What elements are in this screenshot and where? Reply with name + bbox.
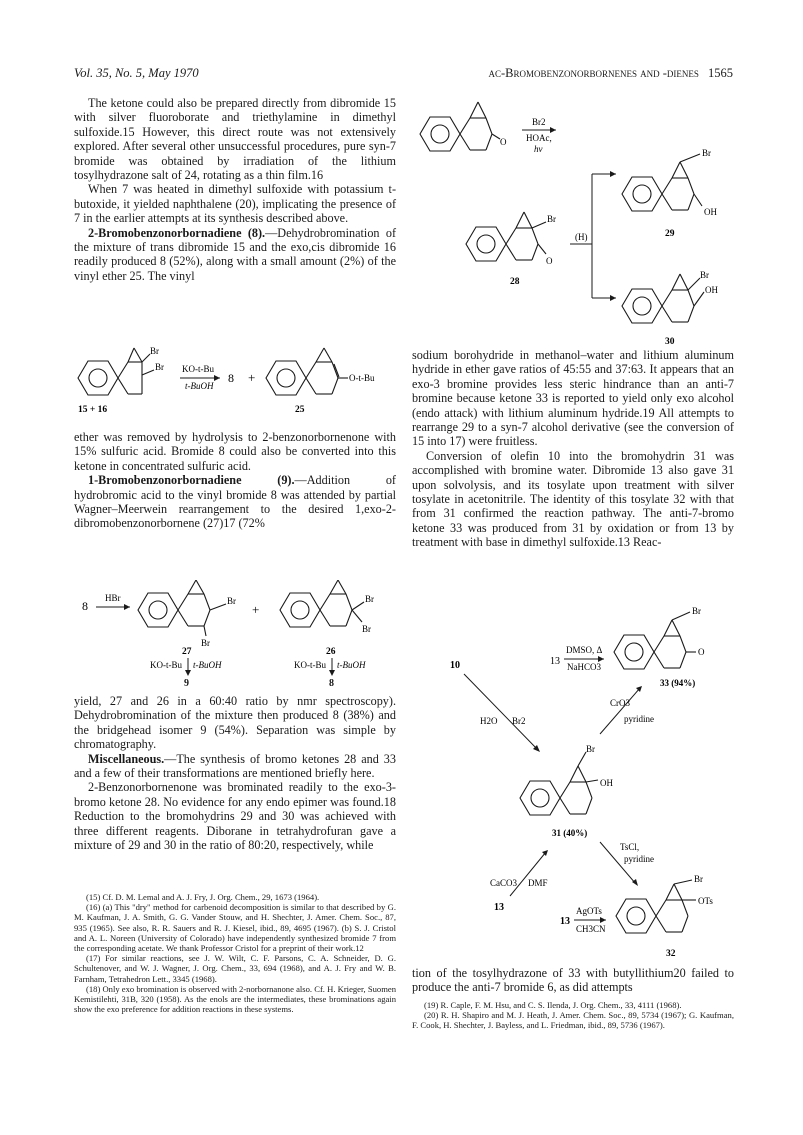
compound-label: 32 <box>666 949 676 959</box>
arrow-head <box>124 604 130 610</box>
br-label: Br <box>201 638 210 648</box>
paragraph: 2-Bromobenzonorbornadiene (8).—Dehydrobromination of the mixture of trans dibromide 15 and the exo,cis dibromide 16 readily produced 8 (52%), along with a small amount (2%) of the vinyl ether 25. The vinyl <box>74 225 397 283</box>
reagent-label: CaCO3 <box>490 878 517 888</box>
arrow-head <box>610 171 616 177</box>
compound-label: 13 <box>494 902 504 913</box>
reagent-label: DMSO, Δ <box>566 645 603 655</box>
footnote: (16) (a) This "dry" method for carbenoid decomposition is similar to that described by G. M. Kaufman, J. A. Smith, G. G. Vander Stouw, and H. Shechter, J. Amer. Chem. Soc., 87, 935 (1965). See also, R. R. Sauers and R. J. Kiesel, ibid., 89, 4695 (1967). (b) S. J. Cristol and A. L. Noreen (University of Colorado) have independently synthesized bromide 7 from the corresponding acetate. We thank Professor Cristol for a preprint of their work.12 <box>74 902 396 954</box>
oxygen-label: O <box>546 256 553 266</box>
compound-label: 13 <box>550 656 560 667</box>
footnotes-left <box>74 892 396 1014</box>
reagent-label: HBr <box>105 593 121 603</box>
br-label: Br <box>586 744 595 754</box>
br-label: Br <box>692 606 701 616</box>
paragraph: When 7 was heated in dimethyl sulfoxide with potassium t-butoxide, it yielded naphthalene (20), implicating the presence of 7 in the earlier attempts at its synthesis described above. <box>74 182 396 226</box>
reagent-label: H2O <box>480 716 498 726</box>
structure-26 <box>280 580 364 627</box>
compound-label: 33 (94%) <box>660 678 696 688</box>
compound-label: 27 <box>182 647 192 657</box>
section-heading: 1-Bromobenzonorbornadiene (9). <box>88 473 295 488</box>
structure-28 <box>466 212 546 261</box>
br-label: Br <box>227 596 236 606</box>
scheme-bromohydrin-pathways <box>410 604 740 960</box>
plus-sign: + <box>252 602 260 617</box>
footnote: (17) For similar reactions, see J. W. Wilt, C. F. Parsons, C. A. Schneider, D. G. Schultenover, and W. J. Wagner, J. Org. Chem., 33, 694 (1968), and A. J. Fry and W. B. Farnham, Tetrahedron Lett., 3345 (1968). <box>74 953 396 984</box>
arrow-head <box>329 670 335 676</box>
compound-label: 31 (40%) <box>552 828 588 838</box>
structure-vinyl-ether <box>266 348 348 395</box>
left-column-middle <box>74 430 396 531</box>
paragraph: ether was removed by hydrolysis to 2-benzonorbornenone with 15% sulfuric acid. Bromide 8 could also be converted into this ketone in concentrated sulfuric acid. <box>74 430 396 473</box>
product-number: 8 <box>228 371 234 385</box>
compound-label: 13 <box>560 916 570 927</box>
paragraph: yield, 27 and 26 in a 60:40 ratio by nmr spectroscopy). Dehydrobromination of the mixture then produced 8 (38%) and the bridgehead isomer 9 (54%). Separation was simple by chromatography. <box>74 694 396 752</box>
compound-label: 25 <box>295 405 305 415</box>
paragraph: 2-Benzonorbornenone was brominated readily to the exo-3-bromo ketone 28. No evidence for any endo epimer was found.18 Reduction to the bromohydrins 29 and 30 was achieved with three different reagents. Diborane in tetrahydrofuran gave a mixture of 29 and 30 in the ratio of 80:20, respectively, while <box>74 780 396 853</box>
footnotes-right <box>412 1000 734 1031</box>
structure-ketone <box>420 102 500 151</box>
arrow-head <box>214 375 220 381</box>
reaction-arrow <box>510 852 546 896</box>
scheme-hbr-addition <box>70 580 400 680</box>
plus-sign: + <box>248 370 256 385</box>
section-heading: Miscellaneous. <box>88 751 165 766</box>
br-label: Br <box>362 624 371 634</box>
page-number: 1565 <box>708 66 733 80</box>
left-column-lower <box>74 694 396 852</box>
oxygen-label: O <box>698 647 705 657</box>
scheme-dehydrobromination <box>70 340 400 418</box>
structure-31 <box>520 752 598 815</box>
paragraph: Conversion of olefin 10 into the bromohydrin 31 was accomplished with bromine water. Dibromide 13 also gave 31 upon solvolysis, and its tosylate upon treatment with silver tosylate in acetonitrile. The identity of this tosylate 32 with that from 31 confirmed the reaction pathway. The anti-7-bromo ketone 33 was produced from 31 by oxidation or from 13 by treatment with base in dimethyl sulfoxide.13 Reac- <box>412 448 734 550</box>
br-label: Br <box>702 148 711 158</box>
paragraph: 1-Bromobenzonorbornadiene (9).—Addition of hydrobromic acid to the vinyl bromide 8 was attended by partial Wagner–Meerwein rearrangement to the desired 1,exo-2-dibromobenzonorbornene (27)17 (72% <box>74 473 396 531</box>
paragraph: sodium borohydride in methanol–water and lithium aluminum hydride in ether gave ratios of 45:55 and 37:63. It appears that an exo-3 bromine provides less steric hindrance than an anti-7 bromine because ketone 33 is reported to yield only exo alcohol (endo attack) with lithium aluminum hydride.19 All attempts to rearrange 29 to a syn-7 alcohol derivative (see the conversion of 15 into 17) were fruitless. <box>412 348 734 449</box>
reagent-label: Br2 <box>532 117 546 127</box>
solvent-label: t-BuOH <box>337 660 366 670</box>
solvent-label: t-BuOH <box>185 381 214 391</box>
br-label: Br <box>694 874 703 884</box>
arrow-head <box>600 917 606 923</box>
reaction-arrow <box>464 674 538 750</box>
reagent-label: pyridine <box>624 714 654 724</box>
running-header-volume: Vol. 35, No. 5, May 1970 <box>74 66 199 80</box>
reagent-label: (H) <box>575 232 588 242</box>
br-label: Br <box>150 346 159 356</box>
running-header-title <box>488 66 733 81</box>
compound-label: 28 <box>510 277 520 287</box>
reagent-label: DMF <box>528 878 548 888</box>
br-label: Br <box>155 362 164 372</box>
structure-dibromide <box>78 348 158 395</box>
compound-label: 29 <box>665 229 675 239</box>
arrow-head <box>185 670 191 676</box>
base-label: KO-t-Bu <box>294 660 326 670</box>
br-label: Br <box>700 270 709 280</box>
paragraph: The ketone could also be prepared directly from dibromide 15 with silver fluoroborate and triethylamine in dimethyl sulfoxide.15 However, this direct route was not extensively explored. After several other unsuccessful procedures, pure syn-7 bromide was obtained by irradiation of the lithium tosylhydrazone salt of 24, rotating as a thin film.16 <box>74 96 396 183</box>
reagent-label: KO-t-Bu <box>182 364 214 374</box>
structure-27 <box>138 580 226 636</box>
right-column-top <box>412 348 734 550</box>
br-label: Br <box>547 214 556 224</box>
header-title: ac-Bromobenzonorbornenes and -dienes <box>488 66 699 80</box>
structure-33 <box>614 612 696 669</box>
base-label: KO-t-Bu <box>150 660 182 670</box>
footnote: (15) Cf. D. M. Lemal and A. J. Fry, J. Org. Chem., 29, 1673 (1964). <box>86 892 320 902</box>
scheme-bromination-reduction <box>410 84 740 346</box>
reagent-label: HOAc, <box>526 133 552 143</box>
ether-label: O-t-Bu <box>349 373 375 383</box>
compound-label: 30 <box>665 337 675 346</box>
reagent-label: hν <box>534 144 543 154</box>
paragraph: Miscellaneous.—The synthesis of bromo ketones 28 and 33 and a few of their transformations are mentioned briefly here. <box>74 751 396 781</box>
product-label: 8 <box>329 678 334 689</box>
reagent-label: TsCl, <box>620 842 640 852</box>
left-column-top <box>74 96 396 283</box>
reagent-label: NaHCO3 <box>567 662 601 672</box>
structure-32 <box>616 880 696 933</box>
reagent-label: Br2 <box>512 716 526 726</box>
right-column-bottom <box>412 966 734 995</box>
compound-label: 15 + 16 <box>78 405 108 415</box>
section-heading: 2-Bromobenzonorbornadiene (8). <box>88 225 266 240</box>
compound-label: 26 <box>326 647 336 657</box>
footnote: (19) R. Caple, F. M. Hsu, and C. S. Ilenda, J. Org. Chem., 33, 4111 (1968). <box>424 1000 682 1010</box>
hydroxyl-label: OH <box>705 285 718 295</box>
reaction-arrow <box>600 688 640 734</box>
hydroxyl-label: OH <box>704 207 717 217</box>
reagent-label: CrO3 <box>610 698 630 708</box>
oxygen-label: O <box>500 137 507 147</box>
reagent-label: pyridine <box>624 854 654 864</box>
start-compound: 8 <box>82 599 88 613</box>
product-label: 9 <box>184 678 189 689</box>
footnote: (20) R. H. Shapiro and M. J. Heath, J. Amer. Chem. Soc., 89, 5734 (1967); G. Kaufman, F. Cook, H. Shechter, J. Bayless, and L. Friedman, ibid., 89, 5736 (1967). <box>412 1010 734 1031</box>
structure-29 <box>622 154 702 211</box>
br-label: Br <box>365 594 374 604</box>
paragraph: tion of the tosylhydrazone of 33 with butyllithium20 failed to produce the anti-7 bromide 6, as did attempts <box>412 966 734 995</box>
compound-label: 10 <box>450 660 460 671</box>
reagent-label: CH3CN <box>576 924 606 934</box>
solvent-label: t-BuOH <box>193 660 222 670</box>
tosylate-label: OTs <box>698 896 713 906</box>
reagent-label: AgOTs <box>576 906 602 916</box>
hydroxyl-label: OH <box>600 778 613 788</box>
structure-30 <box>622 274 704 323</box>
arrow-head <box>610 295 616 301</box>
footnote: (18) Only exo bromination is observed with 2-norbornanone also. Cf. H. Krieger, Suomen Kemistilehti, 31B, 320 (1958). As the enols are the intermediates, these brominations again show the exo preference for addition reactions in these systems. <box>74 983 396 1015</box>
